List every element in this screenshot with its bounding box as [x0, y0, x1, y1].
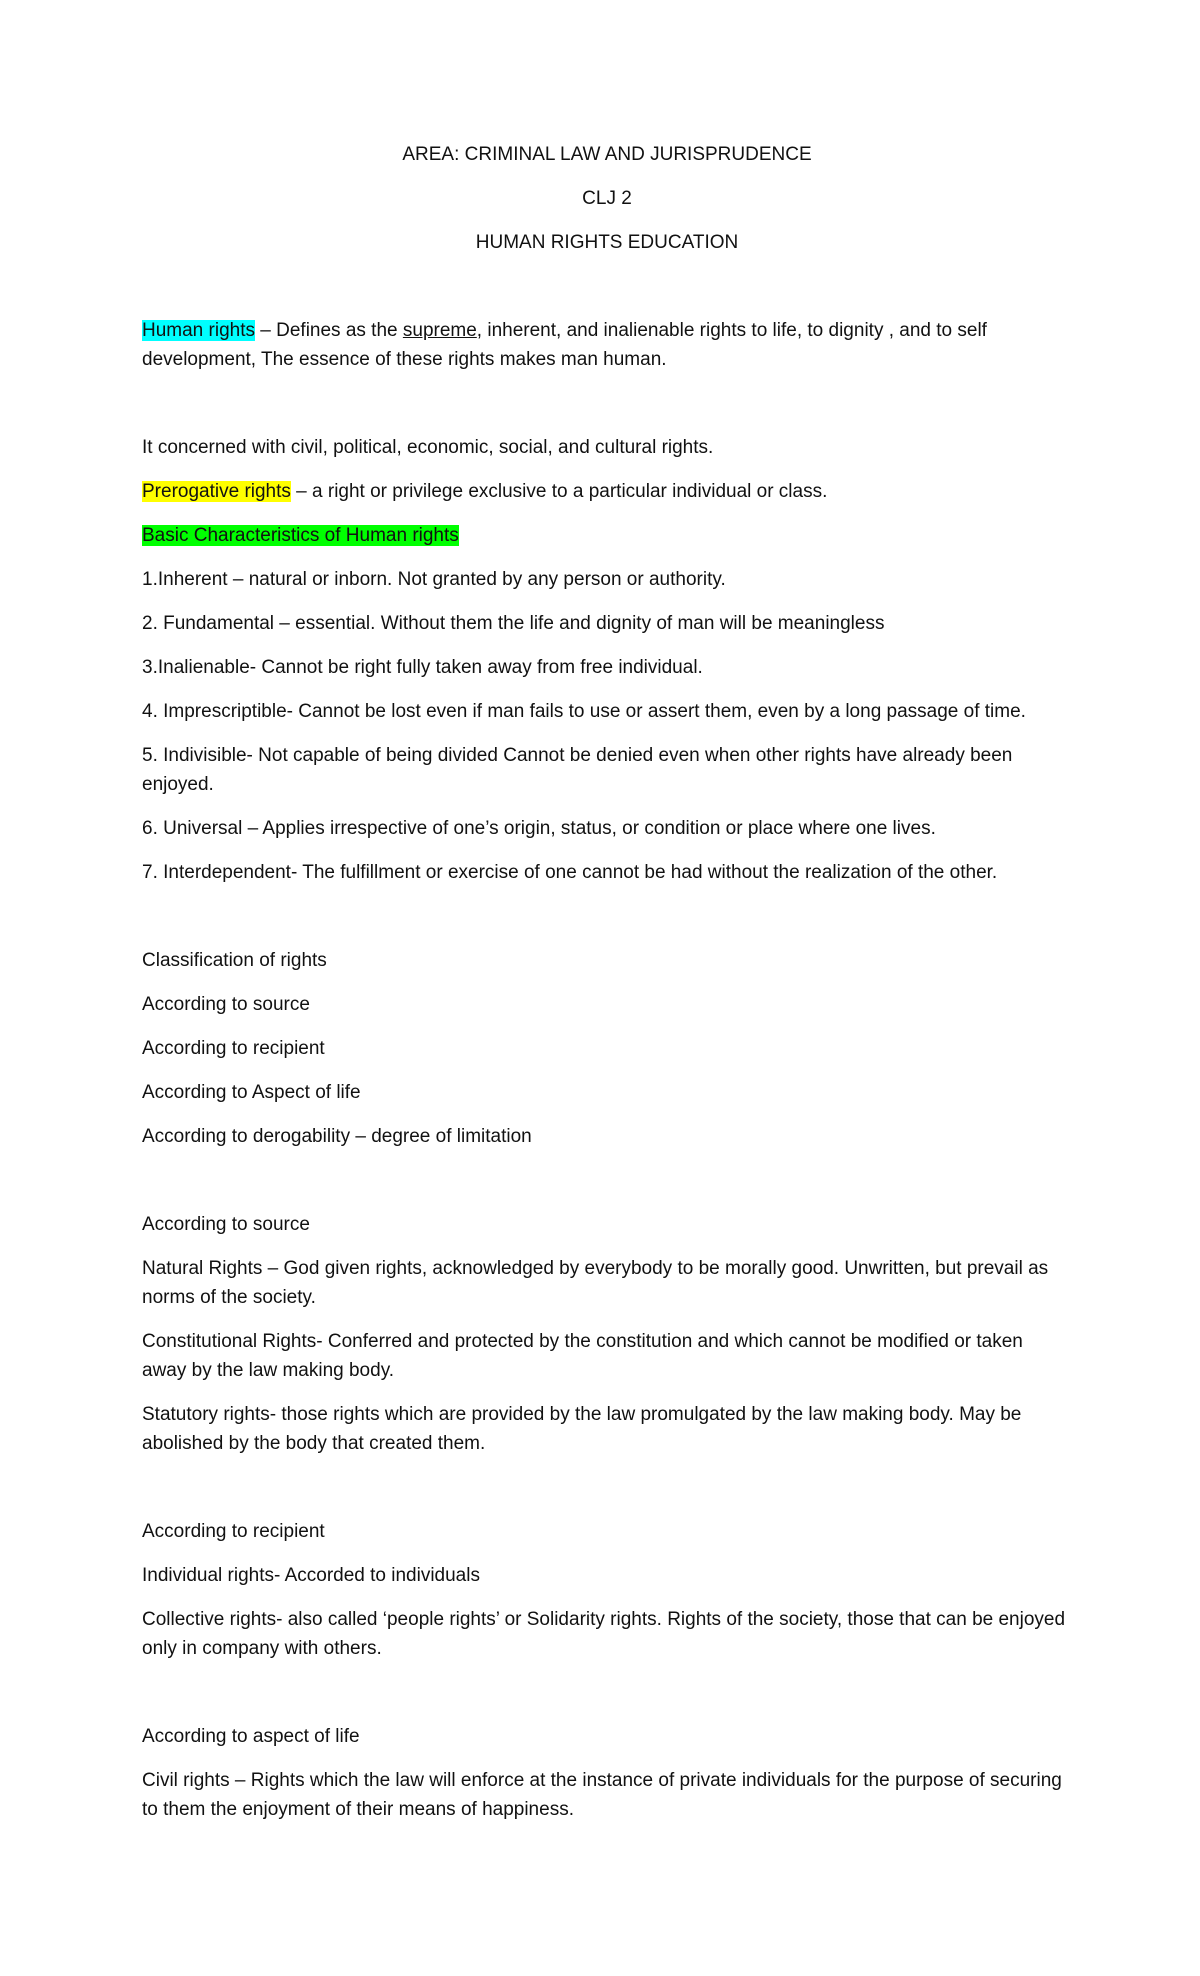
aspect-heading: According to aspect of life [142, 1726, 360, 1747]
characteristic-item: 2. Fundamental – essential. Without them the life and dignity of man will be meaningless [142, 613, 885, 634]
term-human-rights: Human rights [142, 320, 255, 341]
classification-heading: Classification of rights [142, 950, 327, 971]
natural-rights-paragraph: Natural Rights – God given rights, acknowledged by everybody to be morally good. Unwritten, but prevail as norms of the society. [142, 1258, 1049, 1308]
characteristics-heading [142, 521, 1072, 550]
individual-rights-paragraph: Individual rights- Accorded to individuals [142, 1565, 480, 1586]
concerned-paragraph: It concerned with civil, political, economic, social, and cultural rights. [142, 437, 714, 458]
definition-text-b: , inherent, and inalienable rights to life, to dignity , and to self development, The essence of these rights makes man human. [142, 320, 987, 370]
spacer [142, 272, 1072, 316]
classification-item: According to derogability – degree of limitation [142, 1126, 532, 1147]
recipient-heading: According to recipient [142, 1521, 325, 1542]
spacer [142, 1166, 1072, 1210]
civil-rights-paragraph: Civil rights – Rights which the law will enforce at the instance of private individuals for the purpose of securing to them the enjoyment of their means of happiness. [142, 1770, 1062, 1820]
spacer [142, 902, 1072, 946]
definition-text-a: – Defines as the [255, 320, 403, 341]
area-heading: AREA: CRIMINAL LAW AND JURISPRUDENCE [402, 144, 812, 165]
spacer [142, 389, 1072, 433]
statutory-rights-paragraph: Statutory rights- those rights which are provided by the law promulgated by the law making body. May be abolished by the body that created them. [142, 1404, 1022, 1454]
characteristic-item: 5. Indivisible- Not capable of being divided Cannot be denied even when other rights have already been enjoyed. [142, 745, 1013, 795]
term-prerogative-rights: Prerogative rights [142, 481, 291, 502]
spacer [142, 1678, 1072, 1722]
human-rights-definition [142, 316, 1072, 374]
underlined-word: supreme [402, 320, 477, 341]
subject-title: HUMAN RIGHTS EDUCATION [475, 232, 739, 253]
constitutional-rights-paragraph: Constitutional Rights- Conferred and protected by the constitution and which cannot be modified or taken away by the law making body. [142, 1331, 1023, 1381]
document-body [142, 140, 1072, 1839]
prerogative-paragraph [142, 477, 1072, 506]
classification-item: According to source [142, 994, 310, 1015]
characteristic-item: 7. Interdependent- The fulfillment or exercise of one cannot be had without the realization of the other. [142, 862, 998, 883]
characteristic-item: 6. Universal – Applies irrespective of one’s origin, status, or condition or place where one lives. [142, 818, 936, 839]
characteristic-item: 4. Imprescriptible- Cannot be lost even if man fails to use or assert them, even by a long passage of time. [142, 701, 1026, 722]
characteristic-item: 1.Inherent – natural or inborn. Not granted by any person or authority. [142, 569, 726, 590]
spacer [142, 1473, 1072, 1517]
prerogative-text: – a right or privilege exclusive to a particular individual or class. [290, 481, 828, 502]
collective-rights-paragraph: Collective rights- also called ‘people rights’ or Solidarity rights. Rights of the society, those that can be enjoyed only in company with others. [142, 1609, 1066, 1659]
course-code: CLJ 2 [582, 188, 632, 209]
characteristics-heading-text: Basic Characteristics of Human rights [142, 525, 459, 546]
classification-item: According to recipient [142, 1038, 325, 1059]
characteristic-item: 3.Inalienable- Cannot be right fully taken away from free individual. [142, 657, 703, 678]
classification-item: According to Aspect of life [142, 1082, 361, 1103]
source-heading: According to source [142, 1214, 310, 1235]
